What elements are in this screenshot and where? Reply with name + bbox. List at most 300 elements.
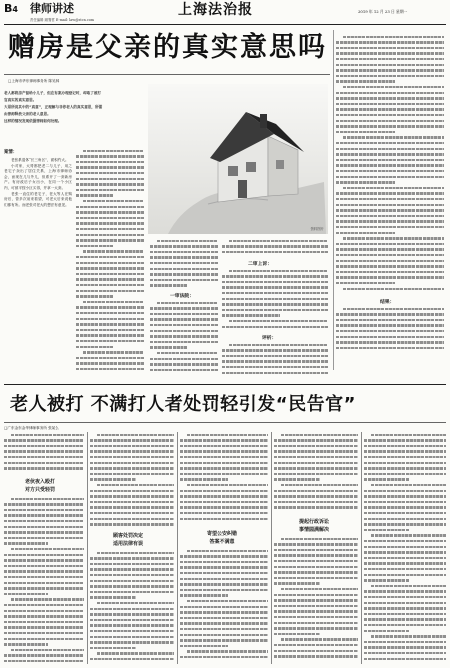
text-line — [4, 582, 84, 584]
text-line — [180, 495, 268, 497]
article2-col5 — [364, 432, 446, 664]
text-line — [4, 604, 84, 606]
text-line — [97, 552, 174, 554]
text-line — [76, 290, 144, 292]
text-line — [274, 582, 320, 584]
text-line — [364, 473, 446, 475]
text-line — [371, 484, 446, 486]
text-line — [76, 357, 144, 359]
text-line — [222, 355, 328, 357]
text-line — [4, 638, 84, 640]
text-line — [274, 456, 358, 458]
text-line — [180, 583, 268, 585]
text-line — [76, 295, 113, 297]
text-line — [76, 334, 144, 336]
article2-col2 — [90, 432, 174, 528]
sub-heading-4: 提起行政诉讼 事情圆满解决 — [298, 519, 329, 533]
text-line — [222, 349, 328, 351]
text-line — [76, 161, 144, 163]
text-line — [336, 176, 444, 178]
article2-col2b — [90, 550, 174, 664]
text-line — [222, 245, 328, 247]
text-line — [187, 600, 268, 602]
text-line — [4, 632, 84, 634]
article2-byline: □广东金东金华律师事务所 张某么 — [4, 426, 59, 430]
text-line — [180, 501, 268, 503]
text-line — [90, 478, 136, 480]
text-line — [229, 344, 328, 346]
text-line — [364, 613, 446, 615]
text-line — [180, 589, 268, 591]
text-line — [364, 462, 446, 464]
col1-para: 小对家，大哥都把老二与儿子，用之老宅子卖出了居住关系，上海市律师协会，而现在儿与外儿，但系开了一套新房产。有房改后子女出小，在同一个小区内，可被平按小区买得，并拿一大套。 — [4, 163, 72, 190]
text-line — [364, 579, 409, 581]
text-line — [336, 41, 444, 43]
lead-line: 大哥所说其中的“真意”，正理解与非你老人的真实意思，所需 — [4, 105, 103, 109]
text-line — [222, 372, 328, 374]
text-line — [180, 611, 268, 613]
text-line — [187, 550, 268, 552]
text-line — [274, 655, 358, 657]
text-line — [336, 58, 444, 60]
text-line — [150, 335, 218, 337]
text-line — [343, 288, 444, 290]
text-line — [150, 324, 218, 326]
text-line — [90, 630, 174, 632]
text-line — [336, 108, 444, 110]
text-line — [336, 125, 444, 127]
text-line — [336, 131, 395, 133]
text-line — [180, 462, 268, 464]
text-line — [4, 439, 84, 441]
comment-heading: 评析： — [262, 336, 277, 341]
text-line — [83, 301, 144, 303]
text-line — [90, 523, 174, 525]
lead-line: 官真实的真实意思。 — [4, 98, 37, 102]
text-line — [336, 69, 444, 71]
text-line — [336, 97, 444, 99]
article1-body-col3 — [150, 238, 218, 290]
text-line — [336, 215, 444, 217]
text-line — [364, 596, 446, 598]
text-line — [336, 170, 444, 172]
text-line — [364, 540, 446, 542]
text-line — [336, 198, 444, 200]
text-line — [76, 262, 144, 264]
text-line — [4, 509, 84, 511]
text-line — [90, 568, 174, 570]
text-line — [76, 178, 144, 180]
text-line — [364, 624, 446, 626]
text-line — [4, 565, 84, 567]
text-line — [90, 641, 174, 643]
text-line — [336, 313, 444, 315]
text-line — [364, 557, 446, 559]
text-line — [336, 92, 444, 94]
text-line — [4, 542, 48, 544]
text-line — [4, 621, 84, 623]
text-line — [180, 506, 268, 508]
text-line — [274, 577, 358, 579]
text-line — [364, 658, 446, 660]
text-line — [90, 585, 174, 587]
text-line — [364, 523, 446, 525]
text-line — [90, 624, 174, 626]
text-line — [343, 36, 444, 38]
article2-col1b — [4, 496, 84, 664]
text-line — [83, 200, 144, 202]
text-line — [11, 548, 84, 550]
text-line — [336, 248, 444, 250]
article2-col1 — [4, 432, 84, 476]
article1-body-col3b — [150, 300, 218, 376]
col-rule — [177, 432, 178, 664]
text-line — [4, 559, 84, 561]
text-line — [371, 585, 446, 587]
text-line — [90, 596, 136, 598]
text-line — [76, 189, 144, 191]
text-line — [274, 450, 358, 452]
text-line — [90, 647, 136, 649]
text-line — [157, 302, 218, 304]
text-line — [364, 551, 446, 553]
text-line — [90, 563, 174, 565]
house-photo — [148, 84, 328, 234]
text-line — [90, 501, 174, 503]
text-line — [150, 313, 218, 315]
text-line — [336, 114, 444, 116]
text-line — [222, 281, 328, 283]
text-line — [76, 362, 144, 364]
text-line — [180, 473, 268, 475]
text-line — [11, 598, 84, 600]
text-line — [336, 330, 444, 332]
text-line — [180, 445, 268, 447]
text-line — [364, 478, 409, 480]
text-line — [336, 153, 444, 155]
text-line — [4, 531, 84, 533]
text-line — [229, 240, 328, 242]
text-line — [180, 439, 268, 441]
text-line — [4, 654, 84, 656]
editor-line: 责任编辑 顾骞哲 E-mail: law@stcn.com — [30, 18, 95, 22]
text-line — [4, 660, 84, 662]
text-line — [4, 610, 84, 612]
text-line — [76, 183, 144, 185]
text-line — [274, 549, 358, 551]
text-line — [150, 358, 218, 360]
col-rule — [361, 432, 362, 664]
text-line — [76, 368, 144, 370]
text-line — [222, 303, 328, 305]
text-line — [281, 638, 358, 640]
text-line — [76, 312, 144, 314]
text-line — [274, 605, 358, 607]
text-line — [180, 594, 228, 596]
text-line — [274, 616, 358, 618]
text-line — [364, 646, 446, 648]
text-line — [336, 47, 444, 49]
text-line — [97, 652, 174, 654]
text-line — [364, 495, 446, 497]
text-line — [336, 220, 444, 222]
masthead-rule — [4, 24, 446, 25]
text-line — [76, 267, 144, 269]
article2-title: 老人被打 不满打人者处罚轻引发“民告官” — [10, 394, 356, 415]
text-line — [4, 576, 84, 578]
text-line — [336, 260, 444, 262]
lead-line: 这样的情况发现依据律师如何处理。 — [4, 119, 62, 123]
text-line — [343, 308, 444, 310]
text-line — [90, 518, 174, 520]
text-line — [281, 588, 358, 590]
text-line — [76, 228, 144, 230]
text-line — [229, 320, 328, 322]
text-line — [76, 245, 113, 247]
text-line — [150, 369, 218, 371]
text-line — [150, 318, 218, 320]
text-line — [364, 456, 446, 458]
text-line — [336, 75, 444, 77]
text-line — [76, 278, 144, 280]
col1-para: 老张系退休“长三角区”，面积约大。 — [11, 158, 69, 162]
text-line — [336, 80, 395, 82]
text-line — [364, 467, 446, 469]
text-line — [274, 566, 358, 568]
article1-body-col4c — [222, 342, 328, 376]
article1-col1 — [4, 148, 72, 378]
text-line — [180, 456, 268, 458]
text-line — [187, 434, 268, 436]
text-line — [90, 591, 174, 593]
article1-title: 赠房是父亲的真实意思吗 — [8, 32, 327, 63]
text-line — [90, 439, 174, 441]
text-line — [157, 240, 218, 242]
text-line — [364, 529, 409, 531]
text-line — [4, 450, 84, 452]
text-line — [281, 538, 358, 540]
text-line — [76, 166, 144, 168]
text-line — [180, 606, 268, 608]
sub-heading-3: 寄望公安纠错 答案不满意 — [206, 531, 237, 545]
text-line — [90, 456, 174, 458]
text-line — [343, 237, 444, 239]
text-line — [222, 360, 328, 362]
case-heading: 案情： — [4, 150, 18, 155]
text-line — [90, 495, 174, 497]
text-line — [180, 490, 268, 492]
text-line — [83, 351, 144, 353]
issue-date: 2019 年 12 月 23 日 星期一 — [358, 9, 408, 14]
col-rule — [87, 432, 88, 664]
text-line — [180, 645, 228, 647]
text-line — [97, 602, 174, 604]
text-line — [281, 484, 358, 486]
text-line — [274, 560, 358, 562]
text-line — [180, 566, 268, 568]
text-line — [336, 148, 444, 150]
text-line — [371, 434, 446, 436]
col-rule — [271, 432, 272, 664]
text-line — [150, 307, 218, 309]
text-line — [274, 644, 358, 646]
text-line — [4, 615, 84, 617]
text-line — [180, 622, 268, 624]
text-line — [150, 363, 218, 365]
text-line — [4, 554, 84, 556]
text-line — [90, 473, 174, 475]
article1-body-col2 — [76, 148, 144, 376]
lead-line: 由律师释放父亲的老人意思。 — [4, 112, 51, 116]
text-line — [274, 599, 358, 601]
text-line — [11, 434, 84, 436]
sub-heading-1: 老伙夜入殴打 对方只受轻罚 — [24, 479, 55, 493]
first-instance-heading: 一审法院： — [170, 294, 194, 299]
text-line — [90, 450, 174, 452]
article2-col3 — [180, 432, 268, 526]
text-line — [180, 628, 268, 630]
text-line — [274, 467, 358, 469]
text-line — [150, 330, 218, 332]
text-line — [90, 658, 174, 660]
text-line — [157, 352, 218, 354]
text-line — [364, 490, 446, 492]
text-line — [76, 256, 144, 258]
text-line — [76, 234, 144, 236]
text-line — [336, 142, 444, 144]
article2-title-rule — [4, 422, 446, 423]
text-line — [336, 254, 444, 256]
text-line — [180, 639, 268, 641]
text-line — [180, 478, 228, 480]
text-line — [364, 568, 446, 570]
text-line — [371, 534, 446, 536]
text-line — [343, 136, 444, 138]
text-line — [364, 501, 446, 503]
text-line — [76, 329, 144, 331]
text-line — [222, 309, 328, 311]
text-line — [4, 526, 84, 528]
text-line — [274, 571, 358, 573]
text-line — [336, 341, 444, 343]
text-line — [274, 478, 320, 480]
article-divider — [4, 384, 446, 385]
text-line — [364, 518, 446, 520]
text-line — [4, 462, 84, 464]
text-line — [274, 506, 358, 508]
lead-line: 老人都将房产留给小儿子，但在有案办理登记时，却取了被打 — [4, 91, 102, 95]
text-line — [336, 336, 444, 338]
text-line — [4, 514, 84, 516]
text-line — [336, 103, 444, 105]
text-line — [336, 159, 444, 161]
text-line — [187, 484, 268, 486]
text-line — [76, 346, 113, 348]
text-line — [90, 445, 174, 447]
text-line — [336, 271, 444, 273]
lead-box — [4, 90, 146, 144]
text-line — [364, 607, 446, 609]
text-line — [187, 650, 268, 652]
text-line — [90, 608, 174, 610]
text-line — [4, 587, 84, 589]
text-line — [364, 562, 446, 564]
text-line — [336, 52, 444, 54]
text-line — [222, 251, 328, 253]
section-title: 律师讲述 — [30, 2, 74, 15]
text-line — [336, 243, 444, 245]
text-line — [222, 286, 328, 288]
text-line — [371, 635, 446, 637]
text-line — [222, 292, 328, 294]
text-line — [150, 346, 187, 348]
article1-body-col4b — [222, 268, 328, 330]
text-line — [364, 546, 446, 548]
text-line — [4, 626, 84, 628]
text-line — [90, 619, 174, 621]
text-line — [4, 643, 48, 645]
text-line — [76, 172, 144, 174]
text-line — [343, 187, 444, 189]
text-line — [4, 503, 84, 505]
text-line — [364, 652, 446, 654]
text-line — [336, 226, 444, 228]
text-line — [76, 284, 144, 286]
text-line — [150, 262, 218, 264]
col1-para: 老张一直住的老宅子，老大等人在购房后，曾多次前来看望，可老大后来说他们都有所。而老张对老大的想法有意见。 — [4, 191, 72, 207]
text-line — [4, 570, 84, 572]
text-line — [150, 341, 218, 343]
text-line — [274, 490, 358, 492]
article1-body-col5b — [336, 306, 444, 352]
text-line — [336, 324, 444, 326]
text-line — [90, 506, 174, 508]
text-line — [180, 512, 268, 514]
text-line — [180, 617, 268, 619]
text-line — [222, 366, 328, 368]
text-line — [76, 194, 113, 196]
text-line — [364, 590, 446, 592]
conclusion-heading: 结果： — [380, 300, 395, 305]
text-line — [76, 155, 144, 157]
text-line — [274, 622, 358, 624]
text-line — [4, 593, 48, 595]
text-line — [76, 323, 144, 325]
text-line — [364, 506, 446, 508]
text-line — [336, 209, 444, 211]
text-line — [336, 181, 395, 183]
text-line — [90, 613, 174, 615]
text-line — [336, 276, 444, 278]
text-line — [336, 164, 444, 166]
text-line — [364, 450, 446, 452]
text-line — [90, 636, 174, 638]
text-line — [180, 578, 268, 580]
newspaper-name: 上海法治报 — [178, 2, 253, 18]
article2-col4 — [274, 432, 358, 514]
article1-body-col4 — [222, 238, 328, 258]
text-line — [274, 594, 358, 596]
article1-title-rule — [4, 74, 330, 75]
page-letter: B — [4, 2, 13, 15]
text-line — [229, 270, 328, 272]
text-line — [90, 574, 174, 576]
text-line — [274, 445, 358, 447]
text-line — [180, 467, 268, 469]
text-line — [336, 64, 444, 66]
text-line — [97, 434, 174, 436]
text-line — [150, 268, 218, 270]
